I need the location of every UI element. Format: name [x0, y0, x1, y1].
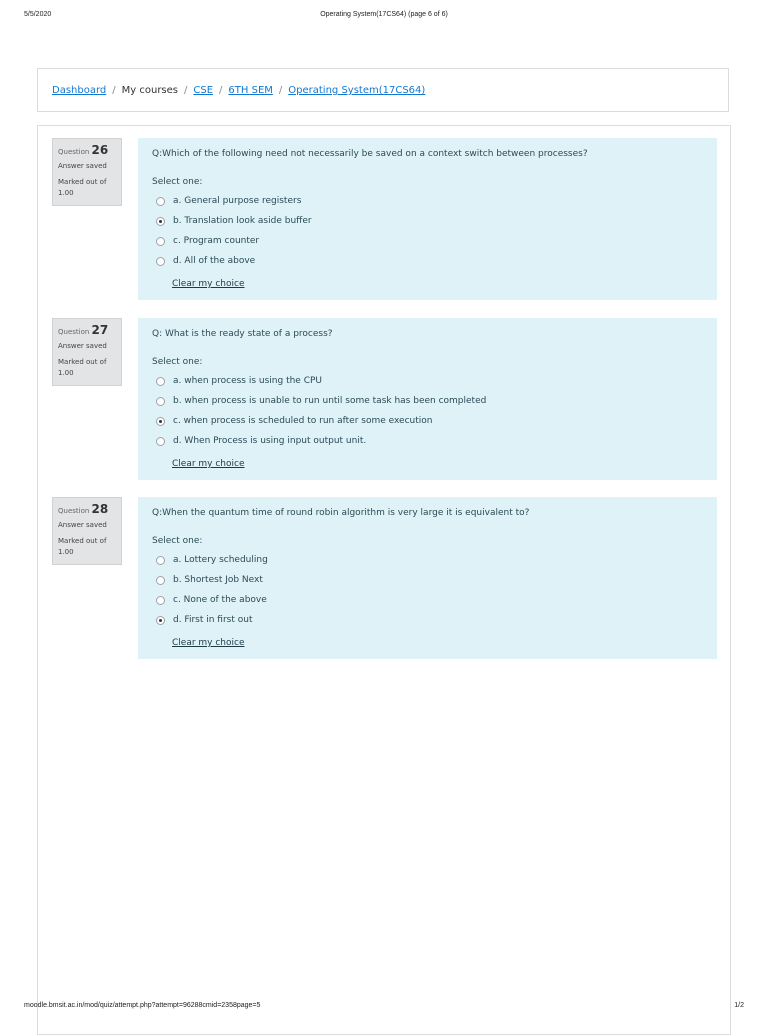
breadcrumb-dashboard-link[interactable]: Dashboard — [52, 85, 107, 96]
question-formulation-27 — [138, 318, 717, 480]
question-label: Question — [58, 148, 90, 156]
question-formulation-26 — [138, 138, 717, 300]
answer-option-c[interactable] — [152, 590, 703, 610]
question-number: 28 — [91, 502, 109, 516]
radio-button[interactable] — [156, 556, 165, 565]
answer-option-d[interactable] — [152, 610, 703, 630]
answer-option-b[interactable] — [152, 211, 703, 231]
radio-button-selected[interactable] — [156, 217, 165, 226]
answer-option-b[interactable] — [152, 391, 703, 411]
breadcrumb — [52, 85, 425, 96]
clear-my-choice-link[interactable]: Clear my choice — [172, 638, 245, 648]
radio-button[interactable] — [156, 257, 165, 266]
radio-button[interactable] — [156, 576, 165, 585]
radio-button[interactable] — [156, 437, 165, 446]
select-one-prompt: Select one: — [152, 536, 203, 546]
answer-label: d. All of the above — [173, 256, 256, 266]
question-text: Q:Which of the following need not necessarily be saved on a context switch between processes? — [152, 149, 588, 159]
answer-label: b. Translation look aside buffer — [173, 216, 312, 226]
answer-option-c[interactable] — [152, 231, 703, 251]
answer-label: b. when process is unable to run until some task has been completed — [173, 396, 487, 406]
answer-label: d. When Process is using input output unit. — [173, 436, 367, 446]
question-state: Answer saved — [58, 342, 107, 350]
answer-label: a. General purpose registers — [173, 196, 302, 206]
question-state: Answer saved — [58, 521, 107, 529]
breadcrumb-my-courses: My courses — [121, 85, 179, 96]
answer-option-a[interactable] — [152, 191, 703, 211]
question-grade: Marked out of 1.00 — [58, 178, 107, 197]
question-label: Question — [58, 507, 90, 515]
question-state: Answer saved — [58, 162, 107, 170]
print-url: moodle.bmsit.ac.in/mod/quiz/attempt.php?attempt=96288cmid=2358page=5 — [24, 1002, 261, 1009]
breadcrumb-separator: / — [278, 85, 283, 96]
question-number: 26 — [91, 143, 109, 157]
radio-button-selected[interactable] — [156, 417, 165, 426]
breadcrumb-semester-link[interactable]: 6TH SEM — [228, 85, 273, 96]
radio-button[interactable] — [156, 596, 165, 605]
question-formulation-28 — [138, 497, 717, 659]
answer-options — [152, 550, 703, 630]
question-info-27 — [52, 318, 122, 386]
breadcrumb-separator: / — [219, 85, 223, 96]
question-grade: Marked out of 1.00 — [58, 537, 107, 556]
answer-label: a. Lottery scheduling — [173, 555, 268, 565]
breadcrumb-course-link[interactable]: Operating System(17CS64) — [288, 85, 426, 96]
answer-label: b. Shortest Job Next — [173, 575, 263, 585]
answer-option-c[interactable] — [152, 411, 703, 431]
answer-label: c. Program counter — [173, 236, 260, 246]
answer-option-d[interactable] — [152, 431, 703, 451]
question-text: Q:When the quantum time of round robin algorithm is very large it is equivalent to? — [152, 508, 530, 518]
question-number: 27 — [91, 323, 109, 337]
answer-label: c. when process is scheduled to run after some execution — [173, 416, 433, 426]
answer-option-a[interactable] — [152, 550, 703, 570]
print-date: 5/5/2020 — [24, 11, 52, 18]
question-info-28 — [52, 497, 122, 565]
breadcrumb-cse-link[interactable]: CSE — [193, 85, 214, 96]
breadcrumb-separator: / — [184, 85, 188, 96]
answer-option-b[interactable] — [152, 570, 703, 590]
clear-my-choice-link[interactable]: Clear my choice — [172, 279, 245, 289]
radio-button[interactable] — [156, 197, 165, 206]
answer-label: d. First in first out — [173, 615, 253, 625]
breadcrumb-container — [37, 68, 729, 112]
question-grade: Marked out of 1.00 — [58, 358, 107, 377]
breadcrumb-separator: / — [112, 85, 116, 96]
question-label: Question — [58, 328, 90, 336]
answer-label: a. when process is using the CPU — [173, 376, 323, 386]
answer-label: c. None of the above — [173, 595, 267, 605]
print-page-number: 1/2 — [734, 1002, 744, 1009]
question-text: Q: What is the ready state of a process? — [152, 329, 333, 339]
print-title: Operating System(17CS64) (page 6 of 6) — [320, 11, 448, 18]
answer-options — [152, 191, 703, 271]
question-info-26 — [52, 138, 122, 206]
radio-button[interactable] — [156, 237, 165, 246]
answer-option-a[interactable] — [152, 371, 703, 391]
radio-button[interactable] — [156, 397, 165, 406]
select-one-prompt: Select one: — [152, 177, 203, 187]
answer-options — [152, 371, 703, 451]
select-one-prompt: Select one: — [152, 357, 203, 367]
radio-button[interactable] — [156, 377, 165, 386]
answer-option-d[interactable] — [152, 251, 703, 271]
radio-button-selected[interactable] — [156, 616, 165, 625]
clear-my-choice-link[interactable]: Clear my choice — [172, 459, 245, 469]
